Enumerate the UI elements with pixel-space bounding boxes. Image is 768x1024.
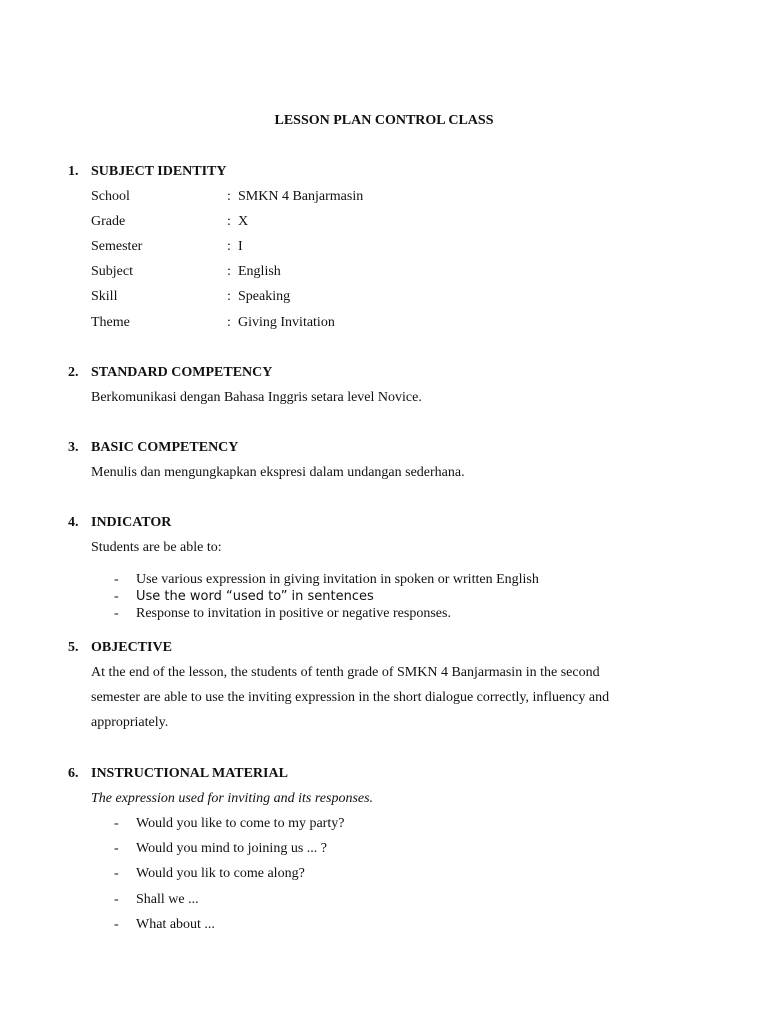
row-value-semester: I [238,239,243,254]
indicator-bullet: Use various expression in giving invitation in spoken or written English [136,572,539,587]
bullet-mark: - [114,917,119,932]
bullet-mark: - [114,606,119,621]
row-label-subject: Subject [91,264,133,279]
bullet-mark: - [114,816,119,831]
row-value-skill: Speaking [238,289,291,304]
section-number: 2. [68,365,79,380]
row-value-theme: Giving Invitation [238,315,335,330]
material-bullet: Would you mind to joining us ... ? [136,841,327,856]
material-bullet: What about ... [136,917,215,932]
row-value-grade: X [238,214,249,229]
row-separator: : [227,189,231,204]
standard-competency-text: Berkomunikasi dengan Bahasa Inggris setara level Novice. [91,390,422,405]
objective-line: At the end of the lesson, the students of tenth grade of SMKN 4 Banjarmasin in the second [91,665,600,680]
bullet-mark: - [114,866,119,881]
row-label-school: School [91,189,130,204]
indicator-bullet: Response to invitation in positive or negative responses. [136,606,451,621]
row-label-grade: Grade [91,214,126,229]
bullet-mark: - [114,892,119,907]
row-separator: : [227,214,231,229]
section-heading-indicator: INDICATOR [91,515,172,530]
material-bullet: Would you like to come to my party? [136,816,345,831]
row-value-subject: English [238,264,281,279]
instructional-material-intro: The expression used for inviting and its responses. [91,791,374,806]
bullet-mark: - [114,841,119,856]
row-label-skill: Skill [91,289,118,304]
section-heading-objective: OBJECTIVE [91,640,172,655]
section-heading-basic-competency: BASIC COMPETENCY [91,440,239,455]
document-title: LESSON PLAN CONTROL CLASS [274,113,494,128]
row-separator: : [227,239,231,254]
material-bullet: Would you lik to come along? [136,866,305,881]
indicator-bullet: Use the word “used to” in sentences [136,589,374,604]
section-heading-standard-competency: STANDARD COMPETENCY [91,365,273,380]
section-number: 4. [68,515,79,530]
section-heading-subject-identity: SUBJECT IDENTITY [91,164,227,179]
row-separator: : [227,289,231,304]
row-separator: : [227,264,231,279]
indicator-intro: Students are be able to: [91,540,222,555]
bullet-mark: - [114,589,119,604]
section-number: 1. [68,164,79,179]
section-number: 3. [68,440,79,455]
row-label-theme: Theme [91,315,130,330]
objective-line: semester are able to use the inviting expression in the short dialogue correctly, influency and [91,690,610,705]
bullet-mark: - [114,572,119,587]
section-number: 6. [68,766,79,781]
row-separator: : [227,315,231,330]
basic-competency-text: Menulis dan mengungkapkan ekspresi dalam undangan sederhana. [91,465,465,480]
row-label-semester: Semester [91,239,143,254]
row-value-school: SMKN 4 Banjarmasin [238,189,364,204]
section-number: 5. [68,640,79,655]
section-heading-instructional-material: INSTRUCTIONAL MATERIAL [91,766,288,781]
material-bullet: Shall we ... [136,892,199,907]
objective-line: appropriately. [91,715,169,730]
